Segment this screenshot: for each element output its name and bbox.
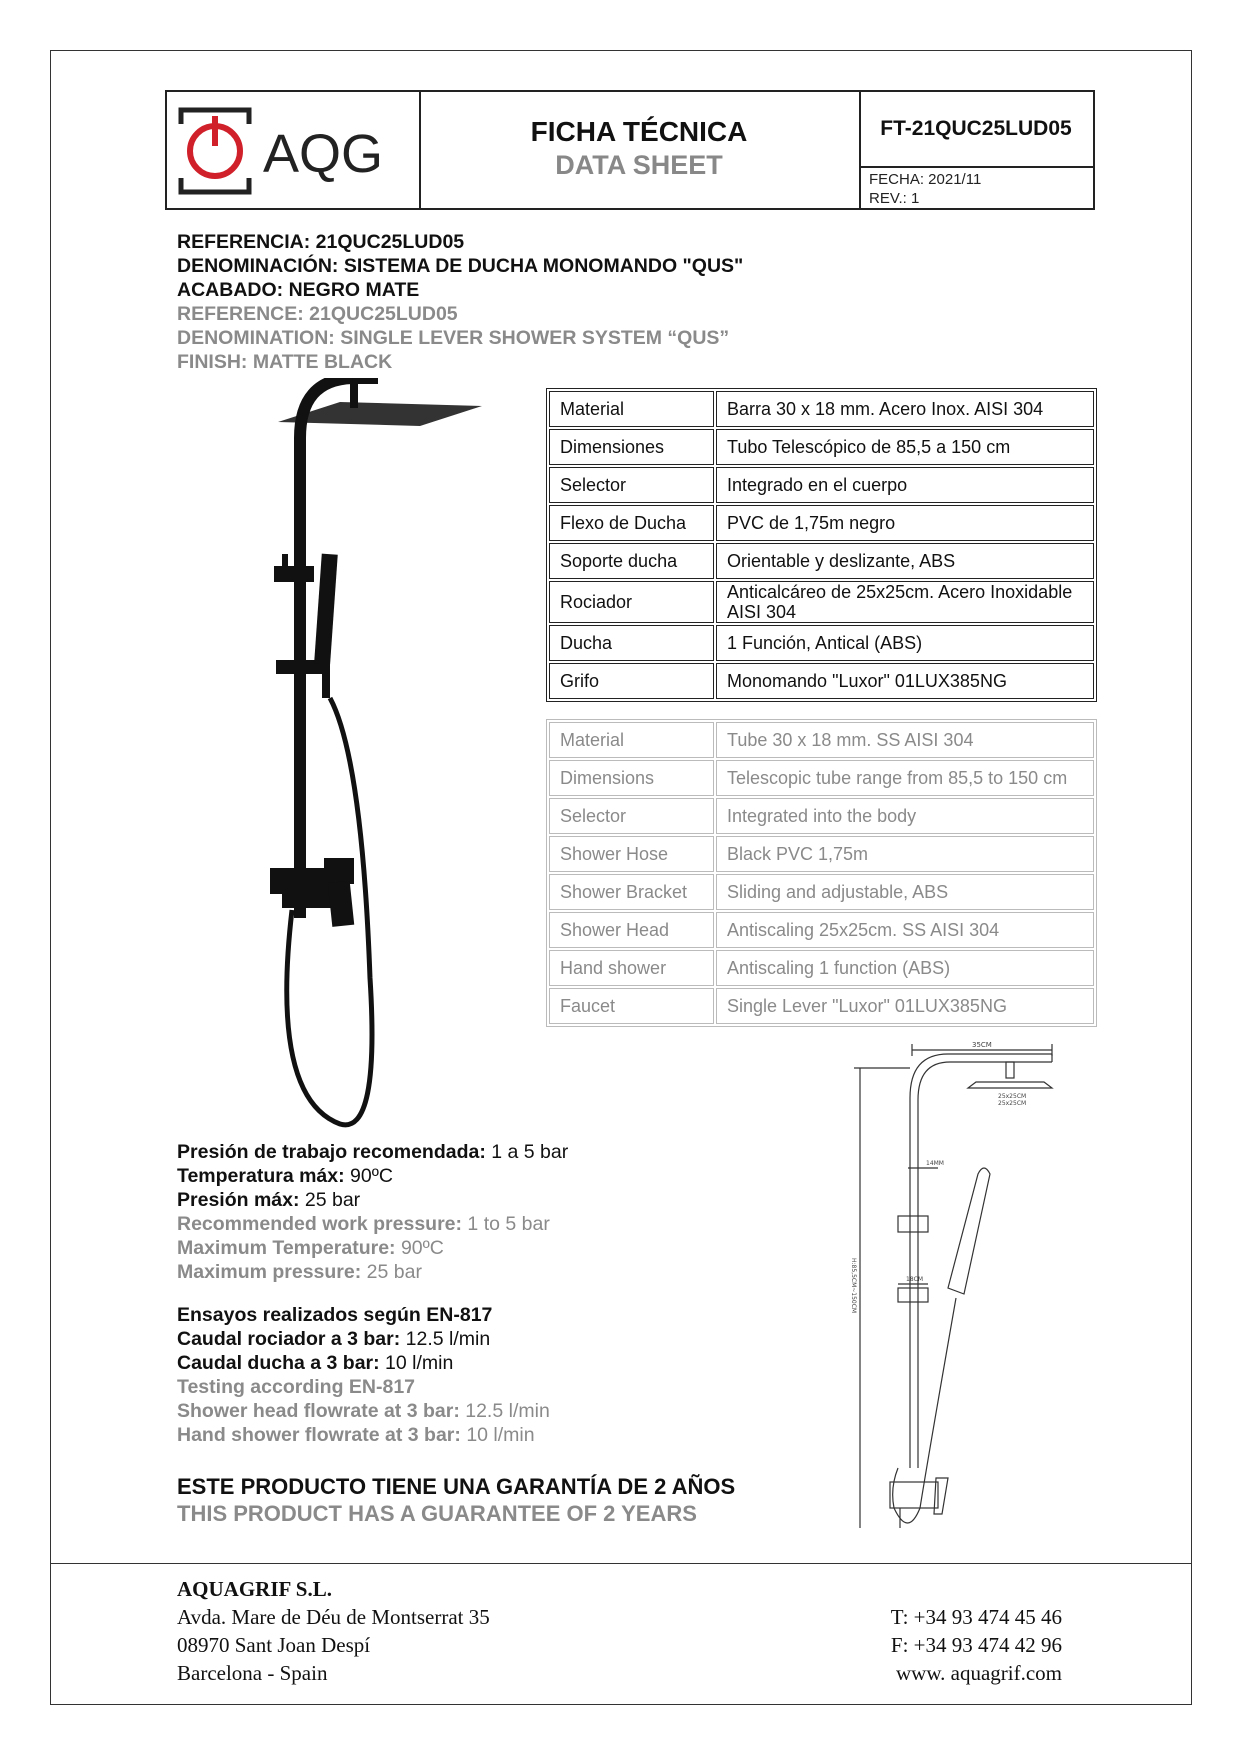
- spec-en-key: Selector: [549, 798, 714, 834]
- address-line-1: Avda. Mare de Déu de Montserrat 35: [177, 1605, 490, 1629]
- reference-block: [177, 230, 743, 374]
- drawing-slider-label: 18CM: [906, 1276, 924, 1283]
- max-temp-es: Temperatura máx: 90ºC: [177, 1165, 393, 1187]
- spec-en-key: Material: [549, 722, 714, 758]
- max-pressure-en: Maximum pressure: 25 bar: [177, 1261, 422, 1283]
- drawing-bar-label: 14MM: [926, 1160, 944, 1167]
- fax: F: +34 93 474 42 96: [890, 1633, 1062, 1657]
- title-es: FICHA TÉCNICA: [530, 116, 748, 147]
- spec-en-value: Single Lever "Luxor" 01LUX385NG: [716, 988, 1094, 1024]
- company-name: AQUAGRIF S.L.: [177, 1577, 332, 1601]
- footer-contact: [872, 1603, 1062, 1687]
- spec-es-key: Material: [549, 391, 714, 427]
- guarantee-block: [177, 1473, 735, 1527]
- spec-es-value: Barra 30 x 18 mm. Acero Inox. AISI 304: [716, 391, 1094, 427]
- spec-en-value: Black PVC 1,75m: [716, 836, 1094, 872]
- denomination-en: DENOMINATION: SINGLE LEVER SHOWER SYSTEM “QUS”: [177, 327, 730, 349]
- spec-en-value: Integrated into the body: [716, 798, 1094, 834]
- head-flow-es: Caudal rociador a 3 bar: 12.5 l/min: [177, 1328, 491, 1350]
- spec-en-value: Sliding and adjustable, ABS: [716, 874, 1094, 910]
- footer-divider: [50, 1563, 1192, 1564]
- spec-es-row: [549, 391, 1094, 427]
- reference-es: REFERENCIA: 21QUC25LUD05: [177, 231, 465, 253]
- spec-es-key: Flexo de Ducha: [549, 505, 714, 541]
- work-pressure-en: Recommended work pressure: 1 to 5 bar: [177, 1213, 550, 1235]
- spec-en-value: Antiscaling 1 function (ABS): [716, 950, 1094, 986]
- spec-es-row: [549, 429, 1094, 465]
- revision: REV.: 1: [869, 190, 920, 207]
- spec-en-row: [549, 912, 1094, 948]
- denomination-es: DENOMINACIÓN: SISTEMA DE DUCHA MONOMANDO "QUS": [177, 255, 744, 277]
- title-cell: [419, 92, 861, 208]
- logo-cell: [167, 92, 421, 208]
- spec-es-key: Grifo: [549, 663, 714, 699]
- max-pressure-es: Presión máx: 25 bar: [177, 1189, 361, 1211]
- finish-es: ACABADO: NEGRO MATE: [177, 279, 420, 301]
- spec-en-key: Dimensions: [549, 760, 714, 796]
- guarantee-en: THIS PRODUCT HAS A GUARANTEE OF 2 YEARS: [177, 1501, 697, 1526]
- spec-es-key: Ducha: [549, 625, 714, 661]
- document-code: FT-21QUC25LUD05: [859, 92, 1093, 168]
- spec-en-key: Faucet: [549, 988, 714, 1024]
- spec-es-value: Orientable y deslizante, ABS: [716, 543, 1094, 579]
- spec-en-key: Shower Bracket: [549, 874, 714, 910]
- spec-en-row: [549, 950, 1094, 986]
- spec-en-value: Tube 30 x 18 mm. SS AISI 304: [716, 722, 1094, 758]
- technical-drawing: [838, 1038, 1068, 1548]
- spec-en-row: [549, 760, 1094, 796]
- drawing-head-label-2: 25x25CM: [998, 1100, 1027, 1107]
- reference-en: REFERENCE: 21QUC25LUD05: [177, 303, 458, 325]
- spec-es-row: [549, 543, 1094, 579]
- spec-es-row: [549, 505, 1094, 541]
- spec-en-key: Shower Hose: [549, 836, 714, 872]
- testing-block: [177, 1303, 550, 1447]
- spec-es-key: Rociador: [549, 581, 714, 623]
- spec-en-key: Hand shower: [549, 950, 714, 986]
- logo-text: AQG: [263, 124, 384, 184]
- spec-en-value: Telescopic tube range from 85,5 to 150 cm: [716, 760, 1094, 796]
- hand-flow-es: Caudal ducha a 3 bar: 10 l/min: [177, 1352, 454, 1374]
- product-photo: [270, 378, 520, 1138]
- drawing-width-label: 35CM: [972, 1041, 992, 1049]
- date-revision: [869, 170, 981, 208]
- spec-es-value: 1 Función, Antical (ABS): [716, 625, 1094, 661]
- spec-en-row: [549, 722, 1094, 758]
- testing-title-en: Testing according EN-817: [177, 1376, 416, 1398]
- hand-flow-en: Hand shower flowrate at 3 bar: 10 l/min: [177, 1424, 535, 1446]
- spec-en-row: [549, 836, 1094, 872]
- address-line-2: 08970 Sant Joan Despí: [177, 1633, 371, 1657]
- drawing-height-label: H:85,5CM~150CM: [850, 1258, 857, 1314]
- spec-en-row: [549, 798, 1094, 834]
- spec-en-row: [549, 988, 1094, 1024]
- pressure-block: [177, 1140, 568, 1284]
- address-line-3: Barcelona - Spain: [177, 1661, 328, 1685]
- header-block: [165, 90, 1095, 210]
- work-pressure-es: Presión de trabajo recomendada: 1 a 5 bar: [177, 1141, 569, 1163]
- guarantee-es: ESTE PRODUCTO TIENE UNA GARANTÍA DE 2 AÑOS: [177, 1474, 736, 1499]
- spec-es-row: [549, 581, 1094, 623]
- phone: T: +34 93 474 45 46: [890, 1605, 1062, 1629]
- spec-table-es: [546, 388, 1097, 702]
- spec-en-row: [549, 874, 1094, 910]
- spec-es-key: Soporte ducha: [549, 543, 714, 579]
- drawing-head-label-1: 25x25CM: [998, 1093, 1027, 1100]
- aqg-logo: [177, 106, 407, 196]
- head-flow-en: Shower head flowrate at 3 bar: 12.5 l/min: [177, 1400, 550, 1422]
- footer-address: [177, 1575, 490, 1687]
- testing-title-es: Ensayos realizados según EN-817: [177, 1304, 493, 1326]
- spec-es-value: PVC de 1,75m negro: [716, 505, 1094, 541]
- spec-es-value: Anticalcáreo de 25x25cm. Acero Inoxidable AISI 304: [716, 581, 1094, 623]
- title-en: DATA SHEET: [555, 150, 723, 180]
- spec-es-key: Dimensiones: [549, 429, 714, 465]
- finish-en: FINISH: MATTE BLACK: [177, 351, 393, 373]
- spec-es-value: Monomando "Luxor" 01LUX385NG: [716, 663, 1094, 699]
- spec-es-value: Integrado en el cuerpo: [716, 467, 1094, 503]
- spec-es-key: Selector: [549, 467, 714, 503]
- date: FECHA: 2021/11: [869, 171, 982, 188]
- spec-table-en: [546, 719, 1097, 1027]
- spec-es-row: [549, 663, 1094, 699]
- spec-es-value: Tubo Telescópico de 85,5 a 150 cm: [716, 429, 1094, 465]
- spec-es-row: [549, 467, 1094, 503]
- website-link[interactable]: www. aquagrif.com: [895, 1661, 1062, 1685]
- spec-en-key: Shower Head: [549, 912, 714, 948]
- max-temp-en: Maximum Temperature: 90ºC: [177, 1237, 444, 1259]
- spec-es-row: [549, 625, 1094, 661]
- spec-en-value: Antiscaling 25x25cm. SS AISI 304: [716, 912, 1094, 948]
- code-cell: [859, 92, 1093, 208]
